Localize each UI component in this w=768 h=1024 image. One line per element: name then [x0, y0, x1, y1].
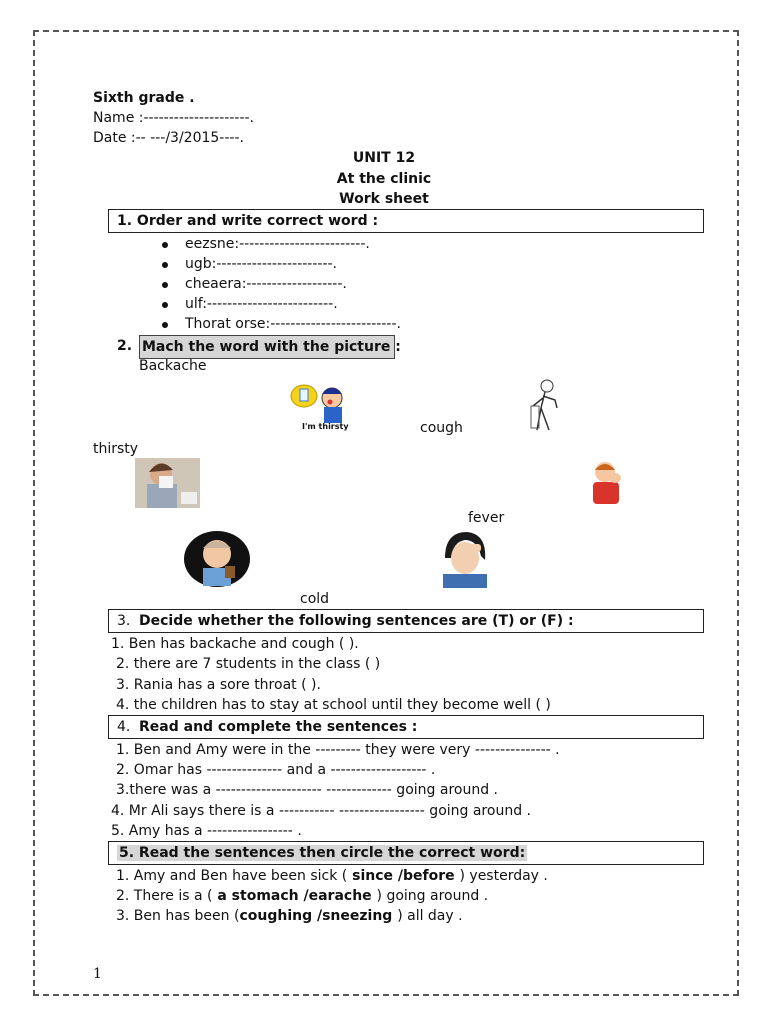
thirsty-boy-picture [288, 380, 356, 436]
word-choices: since /before [347, 868, 460, 884]
complete-sentence: 4. Mr Ali says there is a ----------- ----------------- going around . [111, 803, 531, 819]
sentence-end: ) all day . [397, 908, 463, 924]
sentence-end: ) yesterday . [459, 868, 548, 884]
circle-sentence [116, 888, 488, 904]
section4-heading-box [108, 715, 704, 739]
section4-number: 4. [117, 719, 131, 735]
section3-heading-box [108, 609, 704, 633]
scrambled-word: eezsne:-------------------------. [185, 236, 370, 252]
bullet-icon [162, 282, 168, 288]
section2-number: 2. [117, 338, 133, 354]
grade-label: Sixth grade . [93, 90, 195, 106]
complete-sentence: 3.there was a --------------------- ------------- going around . [116, 782, 498, 798]
word-backache: Backache [139, 358, 207, 374]
scrambled-word: ugb:-----------------------. [185, 256, 338, 272]
sentence-start: 3. Ben has been ( [116, 908, 240, 924]
scrambled-word: ulf:-------------------------. [185, 296, 338, 312]
scrambled-word: cheaera:-------------------. [185, 276, 347, 292]
section1-heading: 1. Order and write correct word : [117, 213, 379, 229]
sentence-end: ) going around . [376, 888, 489, 904]
sentence-start: 1. Amy and Ben have been sick ( [116, 868, 348, 884]
old-woman-picture [183, 530, 251, 588]
worksheet-title: Work sheet [339, 191, 429, 207]
circle-sentence [116, 868, 548, 884]
word-choices: coughing /sneezing [239, 908, 398, 924]
fever-girl-picture [437, 528, 492, 588]
circle-sentence [116, 908, 463, 924]
page-number: 1 [93, 966, 102, 982]
scrambled-word: Thorat orse:-------------------------. [185, 316, 401, 332]
complete-sentence: 2. Omar has --------------- and a ------------------- . [116, 762, 436, 778]
bullet-icon [162, 262, 168, 268]
complete-sentence: 5. Amy has a ----------------- . [111, 823, 302, 839]
tf-sentence: 3. Rania has a sore throat ( ). [116, 677, 321, 693]
word-cough: cough [420, 420, 463, 436]
section2-heading-box [139, 335, 401, 359]
unit-title: UNIT 12 [352, 150, 416, 166]
complete-sentence: 1. Ben and Amy were in the --------- they were very --------------- . [116, 742, 560, 758]
tf-sentence: 1. Ben has backache and cough ( ). [111, 636, 359, 652]
section5-heading: 5. Read the sentences then circle the correct word: [119, 845, 526, 861]
section5-heading-box [108, 841, 704, 865]
sentence-start: 2. There is a ( [116, 888, 213, 904]
tf-sentence: 2. there are 7 students in the class ( ) [116, 656, 381, 672]
word-choices: a stomach /earache [212, 888, 377, 904]
lesson-title: At the clinic [336, 171, 432, 187]
cold-woman-picture [135, 458, 200, 508]
cough-boy-picture [585, 458, 629, 506]
thirsty-caption: I'm thirsty [302, 422, 349, 431]
name-line: Name :---------------------. [93, 110, 255, 126]
section1-heading-box [108, 209, 704, 233]
backache-man-picture [525, 378, 567, 432]
section4-heading: Read and complete the sentences : [139, 719, 418, 735]
section3-heading: Decide whether the following sentences are (T) or (F) : [139, 613, 574, 629]
section2-heading: Mach the word with the picture : [142, 339, 401, 355]
date-line: Date :-- ---/3/2015----. [93, 130, 244, 146]
tf-sentence: 4. the children has to stay at school until they become well ( ) [116, 697, 551, 713]
section3-number: 3. [117, 613, 131, 629]
bullet-icon [162, 242, 168, 248]
word-thirsty: thirsty [93, 441, 139, 457]
word-cold: cold [300, 591, 330, 607]
word-fever: fever [468, 510, 505, 526]
bullet-icon [162, 322, 168, 328]
bullet-icon [162, 302, 168, 308]
